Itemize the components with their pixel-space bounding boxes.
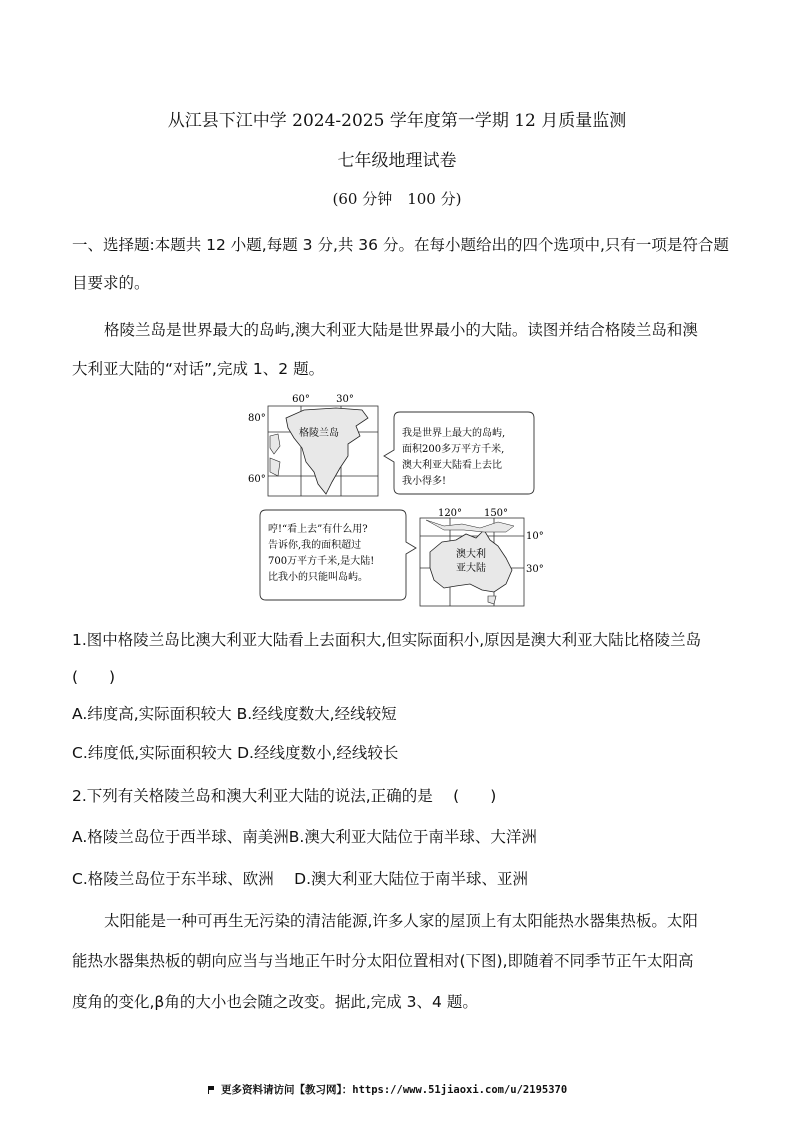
greenland-lat-label-2: 60° — [248, 474, 266, 485]
question-1-options-row1: A.纬度高,实际面积较大 B.经线度数大,经线较短 — [72, 705, 397, 723]
greenland-lon-label-2: 30° — [336, 394, 354, 405]
intro2-line2: 能热水器集热板的朝向应当与当地正午时分太阳位置相对(下图),即随着不同季节正午太阳高 — [72, 952, 694, 970]
greenland-australia-figure — [244, 392, 556, 610]
exam-duration: (60 分钟 100 分) — [332, 190, 462, 208]
greenland-speech-line4: 我小得多! — [402, 476, 447, 487]
question-1-paren: ( ) — [72, 668, 116, 686]
intro2-line3: 度角的变化,β角的大小也会随之改变。据此,完成 3、4 题。 — [72, 993, 478, 1011]
greenland-speech-line2: 面积200多万平方千米, — [402, 444, 505, 455]
question-2-options-row1: A.格陵兰岛位于西半球、南美洲B.澳大利亚大陆位于南半球、大洋洲 — [72, 828, 537, 846]
question-1-options-row2: C.纬度低,实际面积较大 D.经线度数小,经线较长 — [72, 744, 399, 762]
section-instruction-line1: 一、选择题:本题共 12 小题,每题 3 分,共 36 分。在每小题给出的四个选项中,只有一项是符合题 — [72, 236, 729, 254]
australia-speech-line2: 告诉你,我的面积超过 — [268, 540, 362, 551]
greenland-lon-label-1: 60° — [292, 394, 310, 405]
australia-speech-line4: 比我小的只能叫岛屿。 — [268, 572, 368, 583]
greenland-speech-line3: 澳大利亚大陆看上去比 — [402, 460, 502, 471]
intro2-line1: 太阳能是一种可再生无污染的清洁能源,许多人家的屋顶上有太阳能热水器集热板。太阳 — [104, 912, 698, 930]
australia-speech-line1: 哼!“看上去”有什么用? — [268, 524, 368, 535]
greenland-speech-line1: 我是世界上最大的岛屿, — [402, 428, 506, 439]
intro1-line2: 大利亚大陆的“对话”,完成 1、2 题。 — [72, 360, 325, 378]
australia-name-line2: 亚大陆 — [456, 563, 486, 574]
exam-subtitle: 七年级地理试卷 — [337, 151, 457, 171]
australia-shape — [430, 530, 512, 592]
australia-lon-label-1: 120° — [437, 508, 463, 519]
footer-text: 更多资料请访问【教习网】：https://www.51jiaoxi.com/u/2195370 — [221, 1084, 568, 1096]
question-1-stem: 1.图中格陵兰岛比澳大利亚大陆看上去面积大,但实际面积小,原因是澳大利亚大陆比格陵兰岛 — [72, 631, 702, 649]
footer-link[interactable] — [208, 1082, 567, 1097]
greenland-lat-label-1: 80° — [248, 413, 266, 424]
australia-lat-label-2: 30° — [526, 564, 544, 575]
australia-lat-label-1: 10° — [526, 531, 544, 542]
greenland-shape — [286, 408, 368, 494]
flag-icon — [208, 1086, 215, 1094]
question-2-options-row2: C.格陵兰岛位于东半球、欧洲 D.澳大利亚大陆位于南半球、亚洲 — [72, 870, 529, 888]
australia-speech-line3: 700万平方千米,是大陆! — [268, 556, 375, 567]
greenland-name: 格陵兰岛 — [299, 428, 339, 439]
exam-title: 从江县下江中学 2024-2025 学年度第一学期 12 月质量监测 — [167, 111, 627, 131]
australia-lon-label-2: 150° — [483, 508, 509, 519]
section-instruction-line2: 目要求的。 — [72, 274, 150, 292]
question-2-stem: 2.下列有关格陵兰岛和澳大利亚大陆的说法,正确的是 ( ) — [72, 787, 497, 805]
australia-name-line1: 澳大利 — [456, 549, 486, 560]
intro1-line1: 格陵兰岛是世界最大的岛屿,澳大利亚大陆是世界最小的大陆。读图并结合格陵兰岛和澳 — [104, 321, 698, 339]
